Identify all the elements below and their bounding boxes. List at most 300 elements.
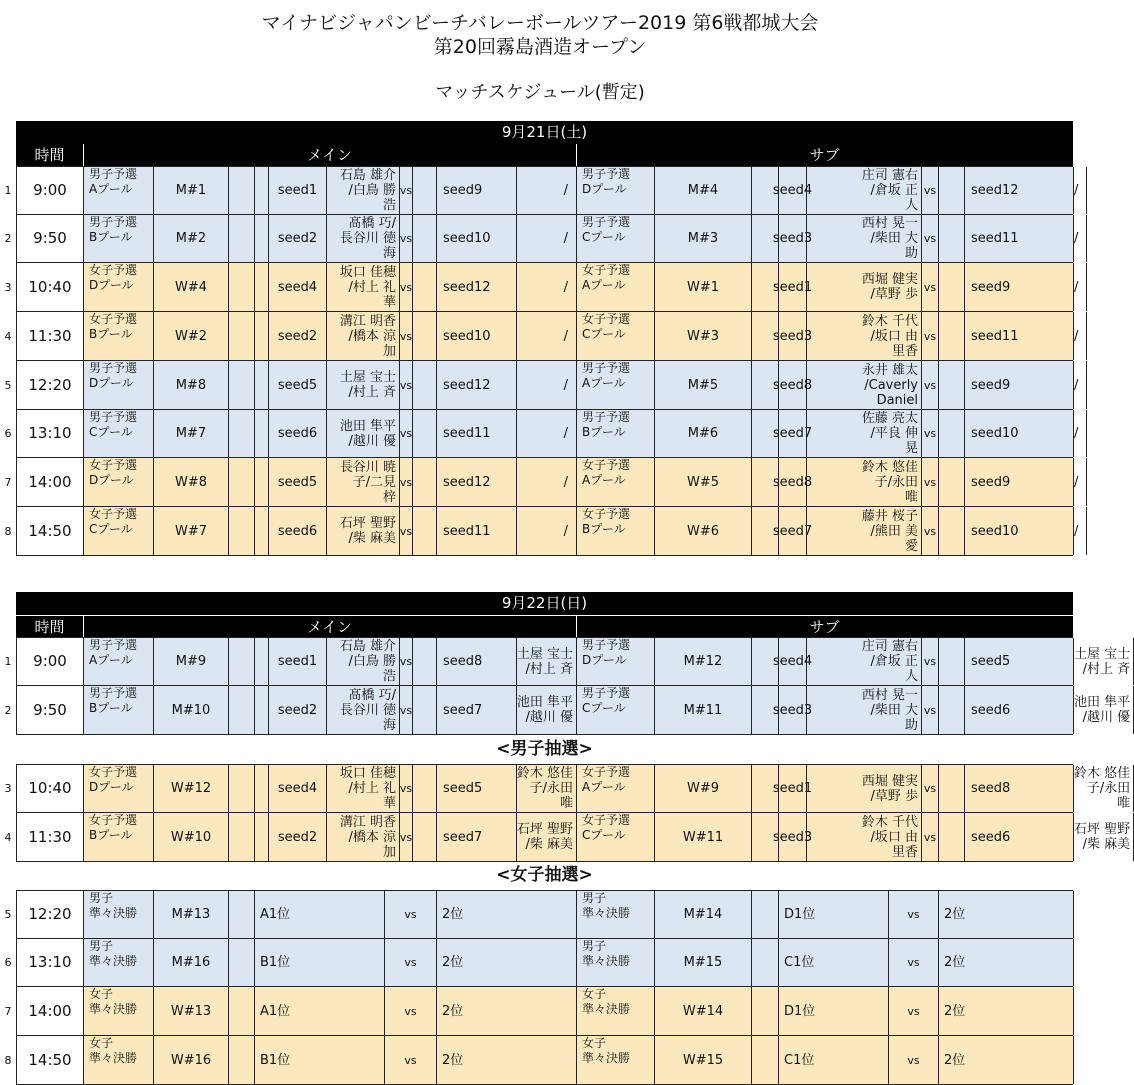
empty-cell <box>939 167 965 214</box>
vs-label: vs <box>400 507 413 555</box>
empty-cell <box>229 410 255 457</box>
round-label <box>84 1036 154 1084</box>
team-name-line: 海 <box>382 246 396 261</box>
team-name-line: 子/永田 <box>874 474 918 490</box>
round-label <box>577 987 655 1035</box>
row-number: 8 <box>4 1054 12 1067</box>
pool-label-line: Aプール <box>582 376 626 390</box>
match-id: W#8 <box>154 458 229 506</box>
table-row <box>16 764 1131 813</box>
vs-label: vs <box>922 361 939 409</box>
team-name <box>327 458 400 506</box>
empty-cell <box>413 638 437 685</box>
match-time: 13:10 <box>17 410 84 457</box>
team-name-line: 浩 <box>382 669 396 684</box>
seed-label: seed2 <box>269 813 327 861</box>
match-id: W#7 <box>154 507 229 555</box>
pool-label-line: Dプール <box>582 653 627 667</box>
match-id: W#12 <box>154 765 229 812</box>
team-name-line: 坂口 佳穂 <box>339 264 396 280</box>
team-slot: / <box>1074 377 1079 393</box>
team-name-line: 鈴木 悠佳 <box>1074 766 1131 781</box>
row-number: 5 <box>4 379 12 392</box>
team-name-line: 愛 <box>904 538 918 554</box>
match-time: 9:00 <box>17 638 84 685</box>
team-name-line: 鈴木 悠佳 <box>516 766 573 781</box>
team-name-line: /倉坂 正 <box>870 654 918 669</box>
seed-label: seed12 <box>437 361 517 409</box>
pool-label-line: Aプール <box>89 653 133 667</box>
seed-label: seed1 <box>269 638 327 685</box>
team-name <box>807 312 922 360</box>
seed-label: seed8 <box>437 638 517 685</box>
empty-cell <box>255 638 269 685</box>
empty-cell <box>229 263 255 311</box>
match-time: 11:30 <box>17 813 84 861</box>
team-name <box>517 215 577 262</box>
empty-cell <box>752 987 779 1035</box>
team-name-line: 人 <box>904 669 918 684</box>
bracket-slot: 2位 <box>939 1036 1074 1084</box>
team-name-line: 溝江 明香 <box>339 814 396 830</box>
seed-label: seed10 <box>437 312 517 360</box>
pool-label-line: Bプール <box>89 828 133 842</box>
team-name-line: /平良 伸 <box>870 426 918 441</box>
pool-label-line: 男子予選 <box>89 361 138 375</box>
team-name-line: 石坪 聖野 <box>339 516 396 531</box>
pool-label-line: Cプール <box>582 701 626 715</box>
team-name <box>807 507 922 555</box>
team-name <box>807 361 922 409</box>
pool-label-line: 男子予選 <box>582 638 631 652</box>
date-band: 9月22日(日) <box>16 592 1073 615</box>
round-label-line: 女子 <box>582 987 607 1001</box>
team-name-line: 子/永田 <box>1086 781 1131 796</box>
team-name-line: 石島 雄介 <box>339 168 396 183</box>
empty-cell <box>752 1036 779 1084</box>
team-name-line: 助 <box>904 246 918 261</box>
bracket-slot: 2位 <box>939 987 1074 1035</box>
team-name <box>1074 765 1134 812</box>
match-id: M#9 <box>154 638 229 685</box>
row-number: 6 <box>4 956 12 969</box>
sub-court-header: サブ <box>809 618 840 636</box>
team-name <box>807 167 922 214</box>
schedule-title: マッチスケジュール(暫定) <box>435 82 645 103</box>
empty-cell <box>255 167 269 214</box>
seed-label: seed9 <box>437 167 517 214</box>
empty-cell <box>229 1036 255 1084</box>
team-name-line: 永井 雄太 <box>861 362 918 378</box>
seed-label: seed4 <box>779 638 807 685</box>
table-row <box>16 361 1079 410</box>
match-id: W#3 <box>655 312 752 360</box>
team-name-line: 坂口 佳穂 <box>339 766 396 781</box>
table-row <box>16 890 1073 939</box>
empty-cell <box>413 686 437 734</box>
team-name <box>327 765 400 812</box>
empty-cell <box>939 765 965 812</box>
team-slot: / <box>1074 231 1079 246</box>
team-name-line: 加 <box>382 343 396 359</box>
pool-label <box>84 765 154 812</box>
row-number: 2 <box>4 704 12 717</box>
empty-cell <box>939 263 965 311</box>
match-id: W#6 <box>655 507 752 555</box>
team-name-line: 晃 <box>904 441 918 456</box>
pool-label-line: 男子予選 <box>89 638 138 652</box>
vs-label: vs <box>400 638 413 685</box>
team-name <box>1074 813 1134 861</box>
vs-label: vs <box>922 638 939 685</box>
pool-label-line: 男子予選 <box>582 167 631 181</box>
round-label-line: 女子 <box>89 987 114 1001</box>
empty-cell <box>413 458 437 506</box>
team-name-line: Daniel <box>876 392 918 408</box>
seed-label: seed5 <box>269 458 327 506</box>
table-header <box>16 144 1073 166</box>
seed-label: seed10 <box>965 507 1074 555</box>
seed-label: seed6 <box>965 686 1074 734</box>
team-name-line: /柴 麻美 <box>348 531 396 546</box>
match-id: M#8 <box>154 361 229 409</box>
team-name-line: 長谷川 徳 <box>339 702 396 718</box>
row-number: 4 <box>4 330 12 343</box>
seed-label: seed9 <box>965 458 1074 506</box>
team-name-line: 鈴木 悠佳 <box>861 459 918 475</box>
vs-label: vs <box>385 1036 437 1084</box>
seed-label: seed8 <box>779 458 807 506</box>
match-id: M#3 <box>655 215 752 262</box>
vs-label: vs <box>922 312 939 360</box>
team-slot: / <box>563 183 568 198</box>
match-id: W#1 <box>655 263 752 311</box>
team-name-line: 鈴木 千代 <box>861 814 918 830</box>
empty-cell <box>413 215 437 262</box>
empty-cell <box>752 891 779 938</box>
empty-cell <box>255 765 269 812</box>
empty-cell <box>255 312 269 360</box>
table-header <box>16 616 1073 638</box>
team-name-line: 梓 <box>382 489 396 505</box>
pool-label <box>577 638 655 685</box>
pool-label-line: 女子予選 <box>89 765 138 779</box>
team-name-line: /草野 歩 <box>870 287 918 302</box>
team-name <box>1074 638 1134 685</box>
vs-label: vs <box>889 987 939 1035</box>
pool-label-line: Bプール <box>89 327 133 341</box>
pool-label-line: Aプール <box>582 473 626 487</box>
team-name-line: 庄司 憲右 <box>861 639 918 654</box>
match-id: W#13 <box>154 987 229 1035</box>
team-name <box>517 312 577 360</box>
match-time: 9:50 <box>17 215 84 262</box>
row-number: 1 <box>4 184 12 197</box>
team-name <box>1074 361 1087 409</box>
pool-label <box>577 361 655 409</box>
empty-cell <box>255 686 269 734</box>
team-name <box>517 765 577 812</box>
round-label <box>84 891 154 938</box>
team-name <box>1074 215 1087 262</box>
row-number: 2 <box>4 232 12 245</box>
seed-label: seed8 <box>779 361 807 409</box>
sub-court-header: サブ <box>809 146 840 164</box>
match-id: W#11 <box>655 813 752 861</box>
match-id: M#16 <box>154 939 229 986</box>
team-slot: / <box>1074 279 1079 295</box>
team-name-line: 西村 晃一 <box>861 216 918 231</box>
match-id: W#14 <box>655 987 752 1035</box>
match-id: M#10 <box>154 686 229 734</box>
table-row <box>16 458 1079 507</box>
empty-cell <box>939 215 965 262</box>
round-label <box>577 891 655 938</box>
team-name <box>807 410 922 457</box>
table-row <box>16 507 1079 556</box>
match-id: W#9 <box>655 765 752 812</box>
pool-label <box>577 215 655 262</box>
table-row <box>16 215 1079 263</box>
vs-label: vs <box>922 167 939 214</box>
vs-label: vs <box>400 312 413 360</box>
empty-cell <box>413 410 437 457</box>
pool-label-line: Cプール <box>582 327 626 341</box>
seed-label: seed3 <box>779 813 807 861</box>
team-name-line: /白鳥 勝 <box>348 183 396 198</box>
pool-label <box>84 507 154 555</box>
vs-label: vs <box>922 686 939 734</box>
match-id: W#5 <box>655 458 752 506</box>
vs-label: vs <box>385 939 437 986</box>
team-name <box>327 638 400 685</box>
pool-label <box>577 410 655 457</box>
team-name <box>327 813 400 861</box>
empty-cell <box>255 263 269 311</box>
seed-label: seed5 <box>965 638 1074 685</box>
team-slot: / <box>563 523 568 539</box>
empty-cell <box>939 686 965 734</box>
team-name-line: /橋本 涼 <box>348 328 396 344</box>
seed-label: seed7 <box>437 813 517 861</box>
empty-cell <box>939 638 965 685</box>
vs-label: vs <box>400 765 413 812</box>
match-id: M#5 <box>655 361 752 409</box>
team-name <box>807 215 922 262</box>
team-name <box>327 361 400 409</box>
match-id: M#12 <box>655 638 752 685</box>
match-id: M#6 <box>655 410 752 457</box>
round-label-line: 準々決勝 <box>582 954 631 968</box>
team-name-line: 唯 <box>904 489 918 505</box>
pool-label <box>84 167 154 214</box>
bracket-slot: A1位 <box>255 891 385 938</box>
bracket-slot: D1位 <box>779 891 889 938</box>
table-row <box>16 987 1073 1036</box>
pool-label-line: 女子予選 <box>89 312 138 326</box>
round-label-line: 女子 <box>89 1036 114 1050</box>
empty-cell <box>255 215 269 262</box>
pool-label-line: 女子予選 <box>89 813 138 827</box>
pool-label <box>84 410 154 457</box>
pool-label-line: 男子予選 <box>89 410 138 424</box>
team-slot: / <box>1074 474 1079 490</box>
pool-label-line: Aプール <box>582 278 626 292</box>
empty-cell <box>255 813 269 861</box>
team-name-line: /坂口 由 <box>870 328 918 344</box>
match-time: 10:40 <box>17 263 84 311</box>
event-subtitle: 第20回霧島酒造オープン <box>433 36 647 58</box>
empty-cell <box>752 939 779 986</box>
pool-label-line: 男子予選 <box>582 686 631 700</box>
team-name-line: /村上 礼 <box>348 781 396 796</box>
pool-label <box>84 263 154 311</box>
match-id: M#11 <box>655 686 752 734</box>
team-name-line: /村上 斉 <box>348 385 396 400</box>
team-name <box>517 167 577 214</box>
empty-cell <box>939 458 965 506</box>
team-name <box>807 686 922 734</box>
seed-label: seed1 <box>779 765 807 812</box>
pool-label <box>84 686 154 734</box>
team-slot: / <box>563 377 568 393</box>
round-label-line: 準々決勝 <box>582 1051 631 1065</box>
team-name <box>1074 167 1087 214</box>
team-name <box>327 263 400 311</box>
team-name <box>807 263 922 311</box>
seed-label: seed10 <box>965 410 1074 457</box>
seed-label: seed2 <box>269 686 327 734</box>
vs-label: vs <box>400 361 413 409</box>
vs-label: vs <box>922 215 939 262</box>
empty-cell <box>229 312 255 360</box>
match-time: 12:20 <box>17 361 84 409</box>
table-row <box>16 312 1079 361</box>
empty-cell <box>255 507 269 555</box>
match-time: 14:00 <box>17 987 84 1035</box>
table-row <box>16 1036 1073 1085</box>
match-time: 14:50 <box>17 507 84 555</box>
date-band: 9月21日(土) <box>16 121 1073 144</box>
team-name-line: /越川 優 <box>1082 710 1131 725</box>
team-name-line: /越川 優 <box>525 710 573 725</box>
round-label-line: 準々決勝 <box>582 1002 631 1016</box>
bracket-slot: C1位 <box>779 939 889 986</box>
team-name-line: /柴 麻美 <box>1082 837 1131 852</box>
match-id: W#10 <box>154 813 229 861</box>
table-row <box>16 939 1073 987</box>
team-name <box>1074 507 1087 555</box>
team-name-line: 華 <box>382 294 396 310</box>
round-label <box>577 1036 655 1084</box>
team-name-line: 佐藤 亮太 <box>861 411 918 426</box>
team-name-line: 長谷川 暁 <box>339 459 396 475</box>
team-name <box>517 458 577 506</box>
match-id: M#15 <box>655 939 752 986</box>
team-name <box>807 765 922 812</box>
round-label-line: 準々決勝 <box>89 1051 138 1065</box>
pool-label-line: 女子予選 <box>582 312 631 326</box>
pool-label <box>84 215 154 262</box>
seed-label: seed7 <box>779 410 807 457</box>
seed-label: seed3 <box>779 312 807 360</box>
team-name-line: /柴田 大 <box>870 702 918 718</box>
pool-label <box>577 263 655 311</box>
pool-label-line: 男子予選 <box>89 167 138 181</box>
empty-cell <box>229 686 255 734</box>
team-name-line: /村上 礼 <box>348 279 396 295</box>
team-name <box>327 507 400 555</box>
pool-label <box>84 312 154 360</box>
empty-cell <box>939 410 965 457</box>
team-name-line: 土屋 宝士 <box>516 646 573 662</box>
bracket-slot: C1位 <box>779 1036 889 1084</box>
seed-label: seed7 <box>779 507 807 555</box>
empty-cell <box>939 361 965 409</box>
vs-label: vs <box>400 215 413 262</box>
vs-label: vs <box>400 686 413 734</box>
vs-label: vs <box>889 891 939 938</box>
pool-label-line: Bプール <box>582 522 626 536</box>
team-name-line: 加 <box>382 844 396 860</box>
round-label <box>84 987 154 1035</box>
seed-label: seed8 <box>965 765 1074 812</box>
team-name <box>327 686 400 734</box>
draw-section-label: <女子抽選> <box>496 865 593 885</box>
team-name-line: 里香 <box>891 343 918 359</box>
empty-cell <box>255 458 269 506</box>
match-id: M#7 <box>154 410 229 457</box>
match-time: 10:40 <box>17 765 84 812</box>
pool-label-line: 女子予選 <box>582 507 631 521</box>
draw-section-label: <男子抽選> <box>496 739 593 759</box>
team-name <box>327 410 400 457</box>
team-name-line: 華 <box>382 796 396 811</box>
pool-label-line: 女子予選 <box>89 263 138 277</box>
team-name-line: 里香 <box>891 844 918 860</box>
empty-cell <box>413 312 437 360</box>
team-name-line: 溝江 明香 <box>339 313 396 329</box>
empty-cell <box>255 410 269 457</box>
vs-label: vs <box>385 891 437 938</box>
team-name-line: 土屋 宝士 <box>339 370 396 385</box>
pool-label-line: Dプール <box>89 473 134 487</box>
match-id: W#2 <box>154 312 229 360</box>
team-name-line: 子/永田 <box>529 781 573 796</box>
seed-label: seed3 <box>779 686 807 734</box>
pool-label-line: 女子予選 <box>582 458 631 472</box>
time-column-header: 時間 <box>34 618 65 636</box>
empty-cell <box>939 312 965 360</box>
main-court-header: メイン <box>307 146 352 164</box>
table-row <box>16 637 1131 686</box>
team-name <box>517 638 577 685</box>
round-label-line: 男子 <box>582 939 607 953</box>
empty-cell <box>229 507 255 555</box>
team-name-line: 海 <box>382 717 396 733</box>
team-name-line: 土屋 宝士 <box>1074 646 1131 662</box>
team-name-line: 西堀 健実 <box>861 272 918 287</box>
bracket-slot: 2位 <box>939 891 1074 938</box>
match-time: 14:00 <box>17 458 84 506</box>
team-name <box>517 263 577 311</box>
seed-label: seed12 <box>965 167 1074 214</box>
row-number: 3 <box>4 782 12 795</box>
round-label <box>577 939 655 986</box>
table-row <box>16 813 1131 862</box>
team-slot: / <box>563 279 568 295</box>
pool-label <box>577 507 655 555</box>
